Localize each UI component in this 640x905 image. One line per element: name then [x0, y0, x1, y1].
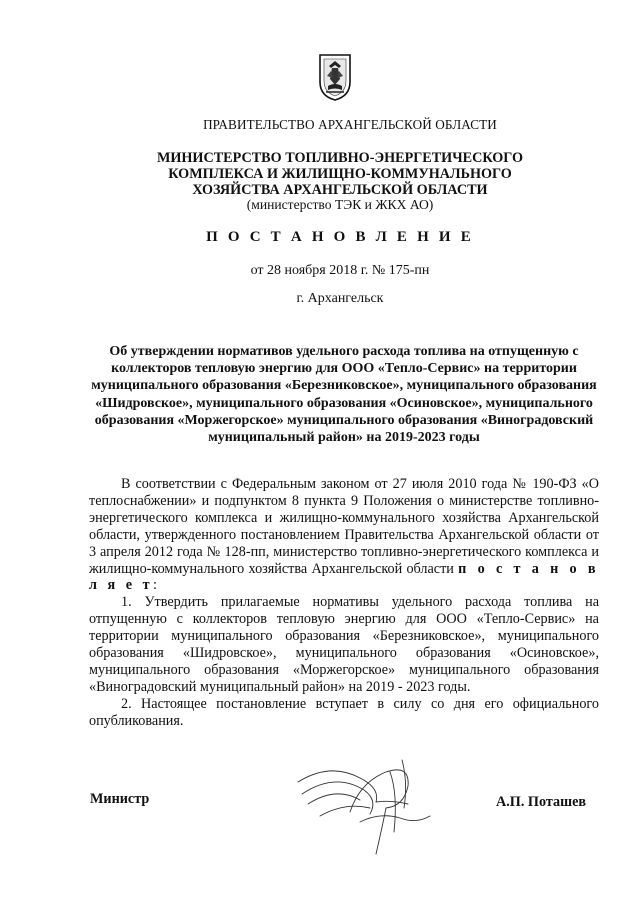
preamble-end: : — [153, 577, 157, 594]
document-type-title: П О С Т А Н О В Л Е Н И Е — [206, 229, 474, 245]
decree-body — [89, 476, 599, 730]
ministry-name-line: КОМПЛЕКСА И ЖИЛИЩНО-КОММУНАЛЬНОГО — [168, 166, 512, 183]
signatory-title: Министр — [90, 791, 150, 807]
ministry-abbreviation: (министерство ТЭК и ЖКХ АО) — [246, 197, 434, 212]
decree-city: г. Архангельск — [296, 291, 384, 306]
ministry-name-line: МИНИСТЕРСТВО ТОПЛИВНО-ЭНЕРГЕТИЧЕСКОГО — [156, 150, 524, 166]
ministry-name — [70, 150, 610, 199]
coat-of-arms-icon — [316, 52, 354, 102]
decides-word: п о с т а н о в л я е т — [89, 560, 600, 594]
preamble-text: В соответствии с Федеральным законом от 27 июля 2010 года № 190-ФЗ «О теплоснабжении» и подпунктом 8 пункта 9 Положения о министерстве топливно-энергетического комплекса и жилищно-коммунального хозяйства Архангельской области, утвержденного постановлением Правительства Архангельской области от 3 апреля 2012 года № 128-пп, министерство топливно-энергетического комплекса и жилищно-коммунального хозяйства Архангельской области — [89, 476, 599, 577]
preamble-paragraph — [89, 476, 599, 594]
government-header: ПРАВИТЕЛЬСТВО АРХАНГЕЛЬСКОЙ ОБЛАСТИ — [203, 117, 497, 132]
decree-date-number: от 28 ноября 2018 г. № 175-пн — [250, 263, 430, 278]
item-1-paragraph: 1. Утвердить прилагаемые нормативы удельного расхода топлива на отпущенную с коллекторов тепловую энергию для ООО «Тепло-Сервис» на территории муниципального образования «Березниковское», муниципального образования «Шидровское», муниципального образования «Осиновское», муниципального образования «Моржегорское» муниципального образования «Виноградовский муниципальный район» на 2019 - 2023 годы. — [89, 594, 599, 695]
item-2-paragraph: 2. Настоящее постановление вступает в силу со дня его официального опубликования. — [89, 695, 599, 729]
handwritten-signature — [290, 742, 440, 862]
signatory-name: А.П. Поташев — [496, 794, 587, 810]
ministry-name-line: ХОЗЯЙСТВА АРХАНГЕЛЬСКОЙ ОБЛАСТИ — [192, 182, 488, 199]
decree-subject: Об утверждении нормативов удельного расхода топлива на отпущенную с коллекторов тепловую энергию для ООО «Тепло-Сервис» на территории муниципального образования «Березниковское», муниципального образования «Шидровское», муниципального образования «Осиновское», муниципального образования «Моржегорское» муниципального образования «Виноградовский муниципальный район» на 2019-2023 годы — [91, 344, 597, 446]
